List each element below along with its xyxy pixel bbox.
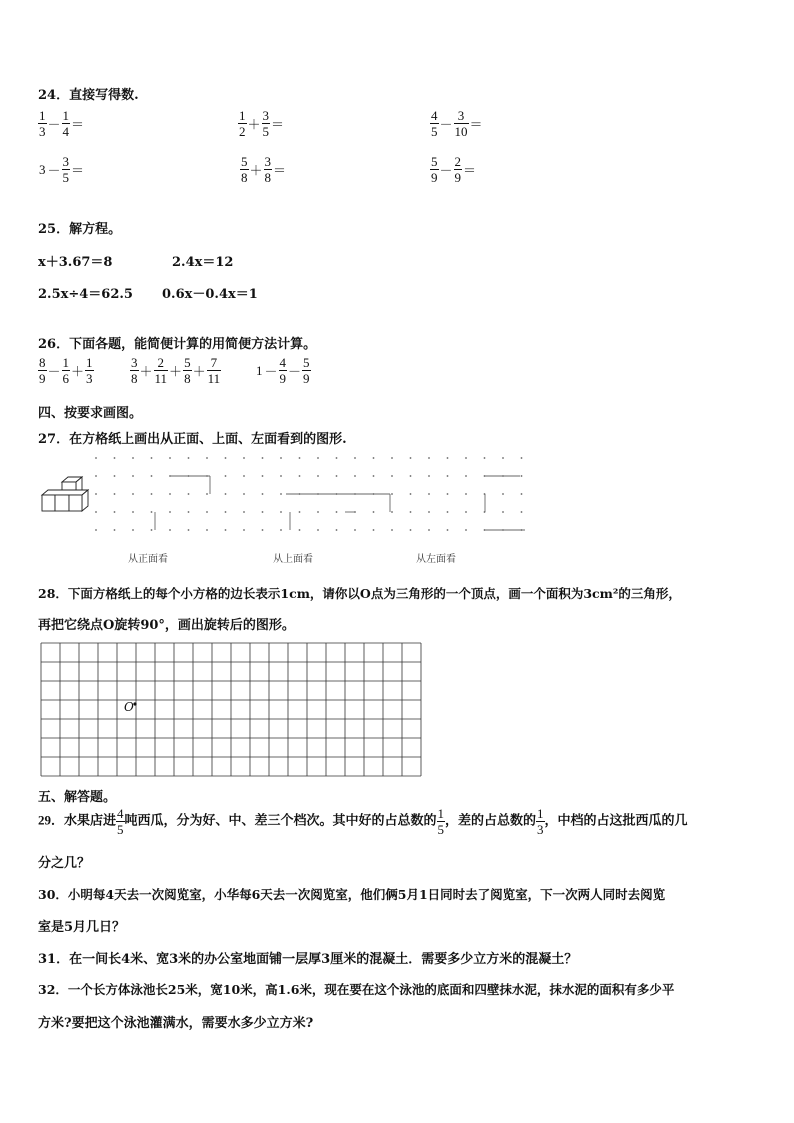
grid-dot <box>280 529 282 531</box>
q28-line2: 再把它绕点O旋转90°，画出旋转后的图形。 <box>38 618 295 633</box>
grid-dot <box>447 457 449 459</box>
grid-dot <box>317 529 319 531</box>
expr-1-2-plus-3-5 <box>238 108 285 139</box>
cube-stack-figure <box>38 476 98 518</box>
grid-dot <box>280 511 282 513</box>
denominator: 3 <box>39 124 46 139</box>
grid-dot <box>114 457 116 459</box>
denominator: 11 <box>154 371 168 386</box>
numerator: 1 <box>239 108 246 123</box>
grid-dot <box>206 493 208 495</box>
equation-2: 2.4x＝12 <box>172 255 234 270</box>
grid-dot <box>169 457 171 459</box>
operator: ＋ <box>169 364 183 379</box>
grid-dot <box>243 493 245 495</box>
grid-dot <box>336 475 338 477</box>
grid-dot <box>95 457 97 459</box>
grid-dot <box>521 457 523 459</box>
denominator: 4 <box>62 124 70 139</box>
grid-dot <box>132 529 134 531</box>
equals: ＝ <box>463 163 477 178</box>
grid-dot <box>169 493 171 495</box>
grid-dot <box>280 493 282 495</box>
grid-dot <box>114 475 116 477</box>
denominator: 3 <box>86 371 93 386</box>
grid-dot <box>151 457 153 459</box>
grid-dot <box>206 511 208 513</box>
equation-4: 0.6x－0.4x＝1 <box>162 287 258 302</box>
equation-3: 2.5x÷4＝62.5 <box>38 287 133 302</box>
q27-title: 27．在方格纸上画出从正面、上面、左面看到的图形. <box>38 432 347 447</box>
grid-dot <box>206 457 208 459</box>
grid-dot <box>114 529 116 531</box>
numerator: 5 <box>184 355 191 370</box>
caption-top-view: 从上面看 <box>273 554 313 565</box>
grid-dot <box>391 475 393 477</box>
grid-dot <box>428 529 430 531</box>
operator: － <box>439 163 453 178</box>
numerator: 1 <box>39 108 46 123</box>
denominator: 8 <box>241 170 248 185</box>
numerator: 1 <box>437 806 445 821</box>
denominator: 11 <box>207 371 221 386</box>
whole-number: 3 <box>39 161 46 177</box>
expr-3-minus-3-5 <box>38 154 85 185</box>
grid-dot <box>354 475 356 477</box>
operator: ＋ <box>247 117 261 132</box>
operator: ＋ <box>249 163 263 178</box>
numerator: 3 <box>264 154 272 169</box>
grid-dot <box>410 529 412 531</box>
numerator: 8 <box>39 355 46 370</box>
grid-dot <box>169 529 171 531</box>
numerator: 3 <box>131 355 138 370</box>
grid-dot <box>502 511 504 513</box>
denominator: 8 <box>184 371 191 386</box>
numerator: 1 <box>537 806 544 821</box>
numerator: 2 <box>454 154 462 169</box>
grid-dot <box>317 475 319 477</box>
grid-dot <box>336 511 338 513</box>
q30-line1: 30．小明每4天去一次阅览室，小华每6天去一次阅览室，他们俩5月1日同时去了阅览室，下一次两人同时去阅览 <box>38 887 666 902</box>
grid-dot <box>465 511 467 513</box>
expr-1-3-minus-1-4 <box>38 108 85 139</box>
numerator: 3 <box>62 154 70 169</box>
grid-dot <box>280 475 282 477</box>
denominator: 6 <box>62 371 70 386</box>
grid-dot <box>262 493 264 495</box>
grid-dot <box>428 493 430 495</box>
expr-26-c <box>255 355 311 386</box>
grid-dot <box>262 511 264 513</box>
grid-dot <box>373 529 375 531</box>
grid-dot <box>447 475 449 477</box>
operator: － <box>47 117 61 132</box>
grid-dot <box>262 475 264 477</box>
caption-left-view: 从左面看 <box>416 554 456 565</box>
denominator: 5 <box>62 170 70 185</box>
q30-line2: 室是5月几日？ <box>38 920 126 935</box>
grid-dot <box>243 475 245 477</box>
section-5-title: 五、解答题。 <box>38 790 117 805</box>
grid-dot <box>280 457 282 459</box>
grid-dot <box>410 493 412 495</box>
grid-dot <box>151 511 153 513</box>
grid-dot <box>447 511 449 513</box>
grid-dot <box>132 457 134 459</box>
equation-1: x＋3.67＝8 <box>38 255 113 270</box>
grid-dot <box>391 529 393 531</box>
grid-dot <box>114 493 116 495</box>
q29-part-3: ，差的占总数的 <box>445 812 537 828</box>
numerator: 7 <box>207 355 222 371</box>
grid-dot <box>428 475 430 477</box>
expr-4-5-minus-3-10 <box>430 108 484 139</box>
grid-dot <box>151 493 153 495</box>
denominator: 9 <box>303 371 310 386</box>
grid-dot <box>502 457 504 459</box>
grid-dot <box>188 511 190 513</box>
grid-dot <box>95 529 97 531</box>
grid-dot <box>336 529 338 531</box>
grid-dot <box>225 529 227 531</box>
denominator: 9 <box>39 371 46 386</box>
grid-dot <box>484 457 486 459</box>
grid-dot <box>169 511 171 513</box>
equals: ＝ <box>71 117 85 132</box>
grid-dot <box>243 457 245 459</box>
q28-line1: 28．下面方格纸上的每个小方格的边长表示1cm，请你以O点为三角形的一个顶点，画一个面积为3cm²的三角形， <box>38 586 681 601</box>
grid-dot <box>262 457 264 459</box>
equals: ＝ <box>273 163 287 178</box>
denominator: 10 <box>454 124 468 139</box>
denominator: 3 <box>537 822 544 837</box>
grid-dot <box>95 511 97 513</box>
numerator: 4 <box>279 355 287 370</box>
point-o-label: O <box>124 700 134 714</box>
denominator: 8 <box>264 170 272 185</box>
grid-dot <box>132 475 134 477</box>
grid-dot <box>132 511 134 513</box>
grid-dot <box>521 475 523 477</box>
section-4-title: 四、按要求画图。 <box>38 406 143 421</box>
grid-dot <box>373 511 375 513</box>
expr-26-a <box>38 355 94 386</box>
denominator: 8 <box>131 371 138 386</box>
expr-5-8-plus-3-8 <box>240 154 287 185</box>
grid-dot <box>336 457 338 459</box>
grid-dot <box>391 493 393 495</box>
grid-dot <box>206 529 208 531</box>
operator: ＋ <box>71 364 85 379</box>
q25-title: 25．解方程。 <box>38 222 122 237</box>
grid-dot <box>299 511 301 513</box>
q29-part-2: 吨西瓜，分为好、中、差三个档次。其中好的占总数的 <box>124 812 437 828</box>
grid-dot <box>299 457 301 459</box>
numerator: 2 <box>154 355 169 371</box>
numerator: 1 <box>86 355 93 370</box>
grid-dot <box>428 457 430 459</box>
denominator: 5 <box>431 124 438 139</box>
grid-dot <box>188 457 190 459</box>
grid-dot <box>521 493 523 495</box>
grid-dot <box>447 493 449 495</box>
numerator: 1 <box>62 355 70 370</box>
grid-dot <box>151 475 153 477</box>
numerator: 3 <box>454 108 469 124</box>
expr-26-b <box>130 355 221 386</box>
grid-dot <box>373 457 375 459</box>
denominator: 5 <box>262 124 270 139</box>
grid-dot <box>502 493 504 495</box>
grid-dot <box>354 529 356 531</box>
q29-part-4: ，中档的占这批西瓜的几 <box>544 812 688 828</box>
square-grid-paper <box>40 642 422 778</box>
grid-dot <box>521 511 523 513</box>
numerator: 5 <box>431 154 438 169</box>
denominator: 9 <box>454 170 462 185</box>
equals: ＝ <box>71 163 85 178</box>
grid-dot <box>354 457 356 459</box>
grid-dot <box>114 511 116 513</box>
operator: － <box>264 364 278 379</box>
numerator: 3 <box>262 108 270 123</box>
q29-part-1: 29．水果店进 <box>38 812 117 828</box>
operator: － <box>288 364 302 379</box>
grid-dot <box>410 511 412 513</box>
q29-line1 <box>38 806 688 837</box>
numerator: 4 <box>117 806 124 821</box>
grid-dot <box>225 457 227 459</box>
operator: － <box>47 364 61 379</box>
q32-line1: 32．一个长方体泳池长25米，宽10米，高1.6米，现在要在这个泳池的底面和四壁抹水泥，抹水泥的面积有多少平 <box>38 982 675 997</box>
equals: ＝ <box>469 117 483 132</box>
grid-dot <box>317 457 319 459</box>
whole-number: 1 <box>256 362 263 378</box>
numerator: 5 <box>241 154 248 169</box>
denominator: 9 <box>431 170 438 185</box>
grid-dot <box>188 493 190 495</box>
grid-dot <box>465 529 467 531</box>
numerator: 1 <box>62 108 70 123</box>
grid-dot <box>95 475 97 477</box>
grid-dot <box>299 475 301 477</box>
operator: ＋ <box>139 364 153 379</box>
q31-line1: 31．在一间长4米、宽3米的办公室地面铺一层厚3厘米的混凝土．需要多少立方米的混凝土？ <box>38 952 578 967</box>
grid-dot <box>225 511 227 513</box>
equals: ＝ <box>271 117 285 132</box>
grid-dot <box>151 529 153 531</box>
grid-dot <box>262 529 264 531</box>
grid-dot <box>447 529 449 531</box>
grid-dot <box>317 511 319 513</box>
grid-dot <box>243 529 245 531</box>
operator: ＋ <box>192 364 206 379</box>
numerator: 5 <box>303 355 310 370</box>
q32-line2: 方米?要把这个泳池灌满水，需要水多少立方米? <box>38 1016 314 1031</box>
grid-dot <box>225 493 227 495</box>
expr-5-9-minus-2-9 <box>430 154 477 185</box>
grid-dot <box>373 475 375 477</box>
grid-dot <box>410 457 412 459</box>
q26-title: 26．下面各题，能简便计算的用简便方法计算。 <box>38 337 317 352</box>
operator: － <box>439 117 453 132</box>
grid-dot <box>465 457 467 459</box>
denominator: 9 <box>279 371 287 386</box>
grid-dot <box>243 511 245 513</box>
grid-dot <box>410 475 412 477</box>
q24-title: 24．直接写得数. <box>38 88 139 103</box>
operator: － <box>47 163 61 178</box>
grid-dot <box>299 529 301 531</box>
numerator: 4 <box>431 108 438 123</box>
grid-dot <box>95 493 97 495</box>
denominator: 2 <box>239 124 246 139</box>
grid-dot <box>465 493 467 495</box>
grid-dot <box>391 511 393 513</box>
grid-dot <box>132 493 134 495</box>
grid-dot <box>188 529 190 531</box>
grid-dot <box>225 475 227 477</box>
dotted-grid-paper <box>90 454 530 546</box>
q29-line2: 分之几？ <box>38 856 91 871</box>
denominator: 5 <box>117 822 124 837</box>
denominator: 5 <box>437 822 445 837</box>
caption-front-view: 从正面看 <box>128 554 168 565</box>
grid-dot <box>465 475 467 477</box>
grid-dot <box>391 457 393 459</box>
grid-dot <box>428 511 430 513</box>
